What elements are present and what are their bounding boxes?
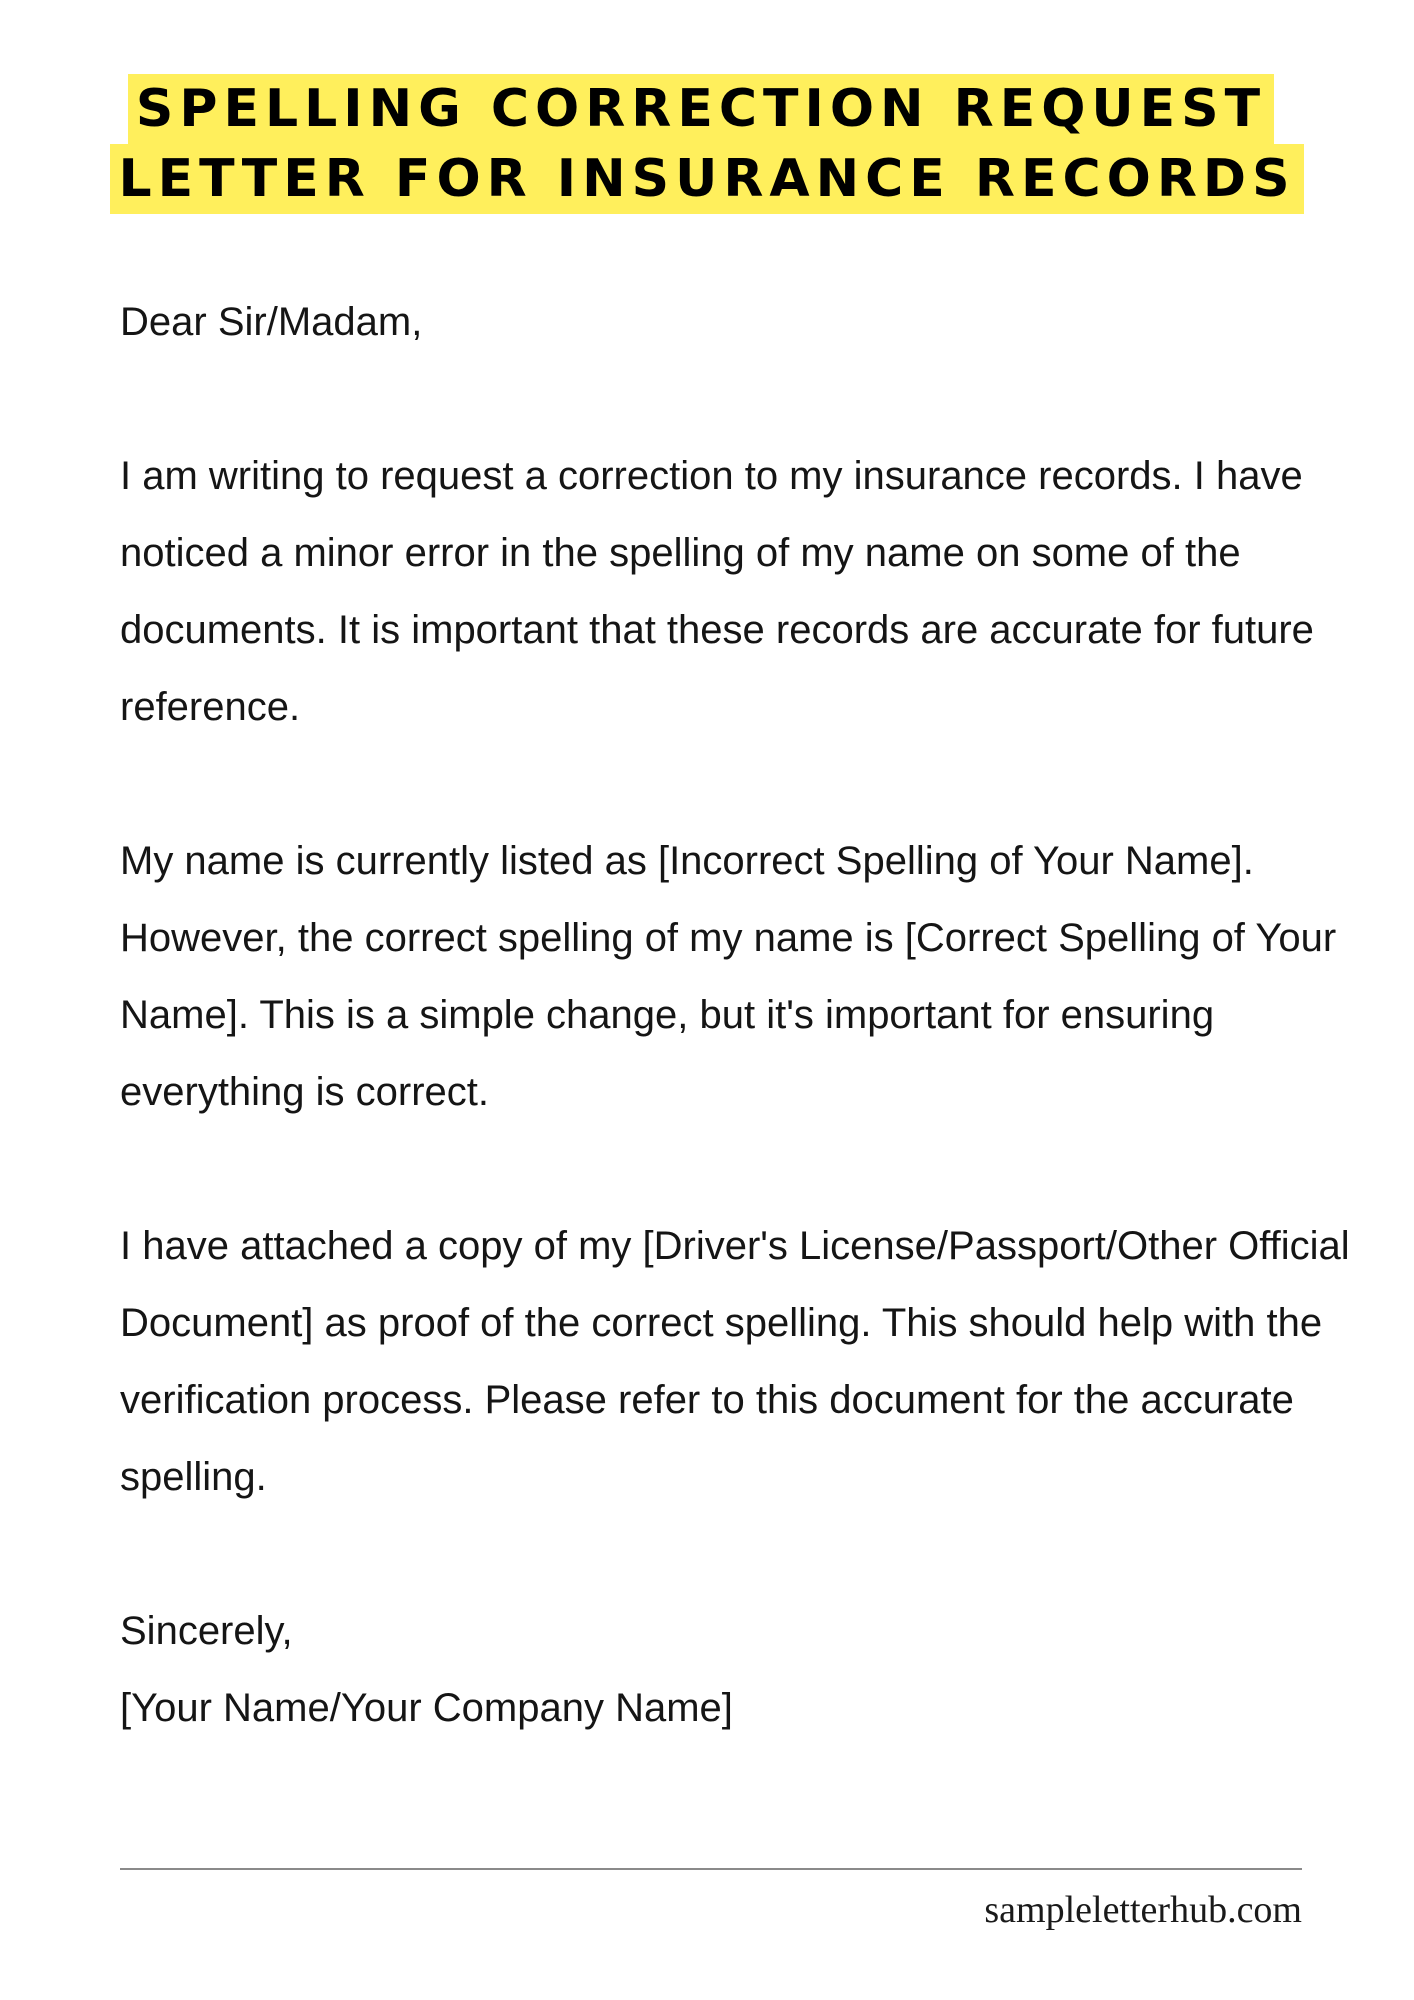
footer-website: sampleletterhub.com: [984, 1889, 1302, 1931]
footer-divider: [120, 1868, 1302, 1870]
title-line-1: SPELLING CORRECTION REQUEST: [128, 74, 1274, 144]
title-line-2: LETTER FOR INSURANCE RECORDS: [110, 144, 1303, 214]
signature: [Your Name/Your Company Name]: [120, 1686, 733, 1730]
paragraph-request: I am writing to request a correction to my insurance records. I have noticed a minor error in the spelling of my name on some of the documents. It is important that these records are accurate for future reference.: [120, 454, 1314, 729]
salutation: Dear Sir/Madam,: [120, 300, 423, 344]
closing: Sincerely,: [120, 1609, 293, 1653]
paragraph-attachment: I have attached a copy of my [Driver's License/Passport/Other Official Document] as proof of the correct spelling. This should help with the verification process. Please refer to this document for the accurate spelling.: [120, 1224, 1350, 1499]
letter-title: [0, 74, 1414, 214]
letter-body: [120, 284, 1360, 1747]
paragraph-name-details: My name is currently listed as [Incorrect Spelling of Your Name]. However, the correct spelling of my name is [Correct Spelling of Your Name]. This is a simple change, but it's important for ensuring everything is correct.: [120, 839, 1337, 1114]
